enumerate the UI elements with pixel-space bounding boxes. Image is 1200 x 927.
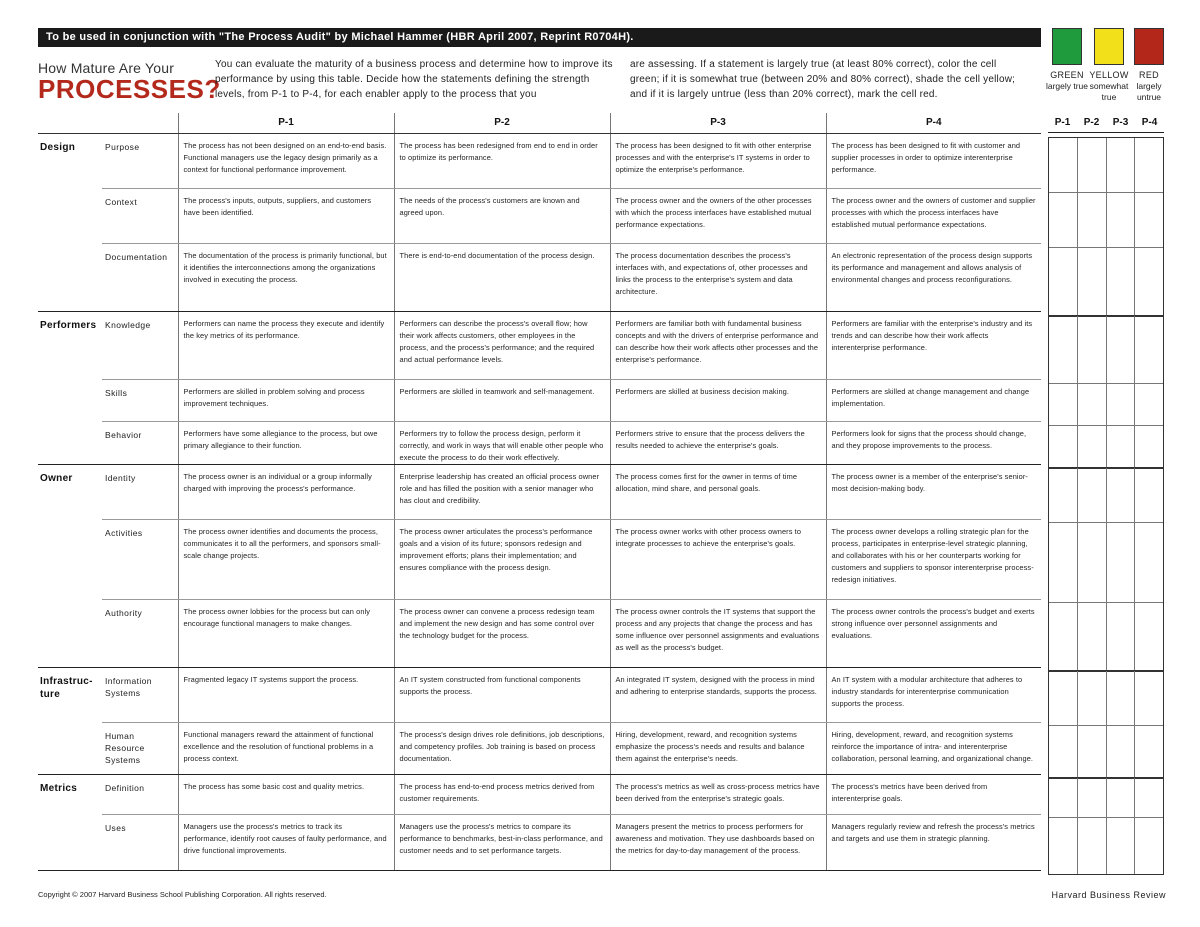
maturity-cell-p2[interactable]: Performers are skilled in teamwork and self-management.: [394, 380, 610, 422]
rating-cell-p1[interactable]: [1049, 248, 1077, 316]
maturity-cell-p2[interactable]: Performers try to follow the process design, perform it correctly, and work in ways that will enable other people who execute the process to do their work effectively.: [394, 422, 610, 465]
maturity-cell-p2[interactable]: Managers use the process's metrics to compare its performance to benchmarks, best-in-class performance, and customer needs and to set performance targets.: [394, 815, 610, 871]
table-row: [38, 668, 1041, 723]
rating-cell-p3[interactable]: [1106, 384, 1135, 425]
color-legend: [1045, 28, 1168, 118]
rating-row: [1049, 818, 1163, 874]
enabler-label: Information Systems: [102, 668, 178, 723]
rating-row: [1049, 316, 1163, 384]
category-label: [38, 723, 102, 775]
rating-cell-p2[interactable]: [1077, 138, 1106, 192]
rating-cell-p2[interactable]: [1077, 671, 1106, 725]
header-banner: To be used in conjunction with "The Process Audit" by Michael Hammer (HBR April 2007, Reprint R0704H).: [38, 28, 1041, 47]
maturity-cell-p4[interactable]: The process owner develops a rolling strategic plan for the process, participates in enterprise-level strategic planning, and collaborates with his or her counterparts working for customers and suppliers to sponsor interenterprise process-redesign initiatives.: [826, 520, 1041, 600]
rating-cell-p4[interactable]: [1134, 603, 1163, 671]
green-swatch: [1052, 28, 1082, 65]
rating-header-p3: P-3: [1106, 113, 1135, 133]
rating-cell-p2[interactable]: [1077, 603, 1106, 671]
table-row: [38, 380, 1041, 422]
category-label: Design: [38, 134, 102, 189]
maturity-cell-p4[interactable]: Performers look for signs that the process should change, and they propose improvements to the process.: [826, 422, 1041, 465]
copyright: Copyright © 2007 Harvard Business School Publishing Corporation. All rights reserved.: [38, 890, 327, 899]
rating-cell-p2[interactable]: [1077, 193, 1106, 247]
maturity-cell-p2[interactable]: The process's design drives role definitions, job descriptions, and competency profiles. Job training is based on process documentation.: [394, 723, 610, 775]
category-label: [38, 600, 102, 668]
publisher: Harvard Business Review: [1051, 890, 1166, 900]
table-row: [38, 134, 1041, 189]
rating-row: [1049, 726, 1163, 778]
maturity-cell-p3[interactable]: Performers strive to ensure that the process delivers the results needed to achieve the enterprise's goals.: [610, 422, 826, 465]
enabler-label: Skills: [102, 380, 178, 422]
rating-cell-p4[interactable]: [1134, 468, 1163, 522]
maturity-cell-p4[interactable]: The process owner is a member of the enterprise's senior-most decision-making body.: [826, 465, 1041, 520]
rating-cell-p4[interactable]: [1134, 316, 1163, 383]
rating-cell-p3[interactable]: [1106, 138, 1135, 192]
maturity-cell-p2[interactable]: The process owner can convene a process redesign team and implement the new design and has some control over the technology budget for the process.: [394, 600, 610, 668]
enabler-label: Knowledge: [102, 312, 178, 380]
rating-cell-p3[interactable]: [1106, 468, 1135, 522]
maturity-cell-p4[interactable]: The process owner and the owners of customer and supplier processes with which the process interfaces have established mutual performance expectations.: [826, 189, 1041, 244]
maturity-cell-p3[interactable]: An integrated IT system, designed with the process in mind and adhering to enterprise standards, supports the process.: [610, 668, 826, 723]
category-label: [38, 244, 102, 312]
table-row: [38, 775, 1041, 815]
maturity-cell-p3[interactable]: The process comes first for the owner in terms of time allocation, mind share, and personal goals.: [610, 465, 826, 520]
category-label: [38, 815, 102, 871]
rating-cell-p3[interactable]: [1106, 671, 1135, 725]
maturity-cell-p1[interactable]: The process owner is an individual or a group informally charged with improving the process's performance.: [178, 465, 394, 520]
legend-green-label: GREEN largely true: [1045, 70, 1089, 91]
rating-cell-p4[interactable]: [1134, 193, 1163, 247]
enabler-label: Behavior: [102, 422, 178, 465]
maturity-cell-p2[interactable]: Performers can describe the process's overall flow; how their work affects customers, other employees in the process, and the process's performance; and the required and actual performance levels.: [394, 312, 610, 380]
rating-cell-p4[interactable]: [1134, 726, 1163, 778]
maturity-cell-p2[interactable]: The needs of the process's customers are known and agreed upon.: [394, 189, 610, 244]
maturity-cell-p2[interactable]: The process has been redesigned from end to end in order to optimize its performance.: [394, 134, 610, 189]
rating-cell-p3[interactable]: [1106, 778, 1135, 817]
rating-header-p1: P-1: [1048, 113, 1077, 133]
maturity-cell-p3[interactable]: The process owner works with other process owners to integrate processes to achieve the enterprise's goals.: [610, 520, 826, 600]
rating-cell-p1[interactable]: [1049, 523, 1077, 602]
rating-cell-p1[interactable]: [1049, 316, 1077, 383]
rating-cell-p4[interactable]: [1134, 138, 1163, 192]
category-label: [38, 189, 102, 244]
rating-header-p2: P-2: [1077, 113, 1106, 133]
rating-cell-p2[interactable]: [1077, 468, 1106, 522]
enabler-label: Human Resource Systems: [102, 723, 178, 775]
rating-cell-p4[interactable]: [1134, 818, 1163, 874]
rating-block-performers: [1048, 315, 1164, 469]
rating-cell-p2[interactable]: [1077, 426, 1106, 468]
title-line1: How Mature Are Your: [38, 60, 175, 76]
rating-row: [1049, 138, 1163, 193]
enabler-label: Definition: [102, 775, 178, 815]
rating-cell-p1[interactable]: [1049, 818, 1077, 874]
red-swatch: [1134, 28, 1164, 65]
legend-yellow-label: YELLOW somewhat true: [1089, 70, 1129, 102]
rating-cell-p3[interactable]: [1106, 248, 1135, 316]
rating-row: [1049, 778, 1163, 818]
category-label: Owner: [38, 465, 102, 520]
rating-cell-p1[interactable]: [1049, 726, 1077, 778]
maturity-cell-p3[interactable]: Performers are familiar both with fundamental business concepts and with the drivers of enterprise performance and can describe how their work affects other processes and the enterprise's performance.: [610, 312, 826, 380]
rating-cell-p4[interactable]: [1134, 426, 1163, 468]
category-label: [38, 422, 102, 465]
maturity-cell-p3[interactable]: The process documentation describes the process's interfaces with, and expectations of, other processes and links the process to the enterprise's system and data architecture.: [610, 244, 826, 312]
maturity-cell-p3[interactable]: The process owner and the owners of the other processes with which the process interfaces have established mutual performance expectations.: [610, 189, 826, 244]
category-label: [38, 520, 102, 600]
enabler-label: Uses: [102, 815, 178, 871]
maturity-cell-p4[interactable]: The process's metrics have been derived from interenterprise goals.: [826, 775, 1041, 815]
maturity-cell-p1[interactable]: The process's inputs, outputs, suppliers, and customers have been identified.: [178, 189, 394, 244]
maturity-cell-p1[interactable]: Performers can name the process they execute and identify the key metrics of its performance.: [178, 312, 394, 380]
maturity-cell-p3[interactable]: Hiring, development, reward, and recognition systems emphasize the process's needs and results and balance them against the enterprise's needs.: [610, 723, 826, 775]
rating-header: [1048, 113, 1164, 133]
maturity-cell-p1[interactable]: Performers are skilled in problem solving and process improvement techniques.: [178, 380, 394, 422]
table-row: [38, 422, 1041, 465]
category-label: Metrics: [38, 775, 102, 815]
rating-cell-p3[interactable]: [1106, 426, 1135, 468]
maturity-cell-p4[interactable]: An IT system with a modular architecture that adheres to industry standards for interenterprise communication supports the process.: [826, 668, 1041, 723]
rating-row: [1049, 426, 1163, 468]
table-row: [38, 815, 1041, 871]
rating-cell-p3[interactable]: [1106, 193, 1135, 247]
maturity-cell-p2[interactable]: The process has end-to-end process metrics derived from customer requirements.: [394, 775, 610, 815]
rating-row: [1049, 671, 1163, 726]
column-header-p4: P-4: [826, 113, 1041, 134]
column-header-p1: P-1: [178, 113, 394, 134]
rating-cell-p2[interactable]: [1077, 523, 1106, 602]
rating-cell-p2[interactable]: [1077, 818, 1106, 874]
rating-cell-p1[interactable]: [1049, 384, 1077, 425]
rating-cell-p2[interactable]: [1077, 778, 1106, 817]
table-row: [38, 465, 1041, 520]
maturity-cell-p4[interactable]: The process has been designed to fit with customer and supplier processes in order to optimize interenterprise performance.: [826, 134, 1041, 189]
rating-cell-p3[interactable]: [1106, 316, 1135, 383]
rating-row: [1049, 384, 1163, 426]
rating-cell-p1[interactable]: [1049, 193, 1077, 247]
category-label: [38, 380, 102, 422]
maturity-cell-p2[interactable]: An IT system constructed from functional components supports the process.: [394, 668, 610, 723]
rating-row: [1049, 193, 1163, 248]
rating-cell-p4[interactable]: [1134, 384, 1163, 425]
maturity-cell-p3[interactable]: The process owner controls the IT systems that support the process and any projects that change the process and has some influence over personnel assignments and evaluations as well as the process's budget.: [610, 600, 826, 668]
maturity-cell-p2[interactable]: Enterprise leadership has created an official process owner role and has filled the position with a senior manager who has clout and credibility.: [394, 465, 610, 520]
rating-cell-p1[interactable]: [1049, 603, 1077, 671]
maturity-cell-p1[interactable]: The process has some basic cost and quality metrics.: [178, 775, 394, 815]
page-title: PROCESSES?: [38, 74, 221, 104]
maturity-cell-p3[interactable]: Managers present the metrics to process performers for awareness and motivation. They use dashboards based on the metrics for day-to-day management of the process.: [610, 815, 826, 871]
rating-row: [1049, 523, 1163, 603]
rating-row: [1049, 603, 1163, 671]
maturity-table: [38, 113, 1041, 871]
rating-cell-p3[interactable]: [1106, 818, 1135, 874]
table-row: [38, 189, 1041, 244]
intro-text-col2: are assessing. If a statement is largely true (at least 80% correct), color the cell green; if it is somewhat true (between 20% and 80% correct), shade the cell yellow; and if it is largely untrue (less than 20% correct), mark the cell red.: [630, 59, 1016, 100]
maturity-cell-p3[interactable]: The process's metrics as well as cross-process metrics have been derived from the enterprise's strategic goals.: [610, 775, 826, 815]
maturity-cell-p4[interactable]: An electronic representation of the process design supports its performance and management and allows analysis of environmental changes and process reconfigurations.: [826, 244, 1041, 312]
enabler-label: Context: [102, 189, 178, 244]
rating-cell-p4[interactable]: [1134, 778, 1163, 817]
table-row: [38, 244, 1041, 312]
table-row: [38, 600, 1041, 668]
rating-cell-p2[interactable]: [1077, 248, 1106, 316]
rating-block-infrastructure: [1048, 670, 1164, 779]
rating-cell-p1[interactable]: [1049, 138, 1077, 192]
maturity-cell-p3[interactable]: The process has been designed to fit with other enterprise processes and with the enterprise's IT systems in order to optimize the enterprise's performance.: [610, 134, 826, 189]
rating-header-p4: P-4: [1135, 113, 1164, 133]
rating-block-owner: [1048, 467, 1164, 672]
maturity-cell-p1[interactable]: Managers use the process's metrics to track its performance, identify root causes of faulty performance, and drive functional improvements.: [178, 815, 394, 871]
rating-cell-p1[interactable]: [1049, 671, 1077, 725]
maturity-cell-p4[interactable]: Performers are familiar with the enterprise's industry and its trends and can describe how their work affects interenterprise performance.: [826, 312, 1041, 380]
yellow-swatch: [1094, 28, 1124, 65]
rating-cell-p3[interactable]: [1106, 523, 1135, 602]
maturity-cell-p1[interactable]: Fragmented legacy IT systems support the process.: [178, 668, 394, 723]
rating-cell-p2[interactable]: [1077, 384, 1106, 425]
table-row: [38, 723, 1041, 775]
legend-red-label: RED largely untrue: [1136, 70, 1162, 102]
maturity-cell-p1[interactable]: The documentation of the process is primarily functional, but it identifies the interconnections among the organizations involved in executing the process.: [178, 244, 394, 312]
intro-text-col1: You can evaluate the maturity of a business process and determine how to improve its performance by using this table. Decide how the statements defining the strength levels, from P-1 to P-4, for each enabler apply to the process that you: [215, 59, 613, 100]
maturity-cell-p4[interactable]: Hiring, development, reward, and recognition systems reinforce the importance of intra- and interenterprise collaboration, personal learning, and organizational change.: [826, 723, 1041, 775]
rating-cell-p2[interactable]: [1077, 726, 1106, 778]
rating-cell-p3[interactable]: [1106, 603, 1135, 671]
rating-cell-p2[interactable]: [1077, 316, 1106, 383]
maturity-cell-p4[interactable]: Managers regularly review and refresh the process's metrics and targets and use them in strategic planning.: [826, 815, 1041, 871]
maturity-cell-p1[interactable]: The process owner identifies and documents the process, communicates it to all the performers, and sponsors small-scale change projects.: [178, 520, 394, 600]
rating-cell-p3[interactable]: [1106, 726, 1135, 778]
enabler-label: Activities: [102, 520, 178, 600]
rating-cell-p1[interactable]: [1049, 468, 1077, 522]
enabler-label: Documentation: [102, 244, 178, 312]
rating-cell-p1[interactable]: [1049, 778, 1077, 817]
rating-cell-p4[interactable]: [1134, 248, 1163, 316]
column-header-p3: P-3: [610, 113, 826, 134]
enabler-label: Identity: [102, 465, 178, 520]
maturity-cell-p4[interactable]: Performers are skilled at change management and change implementation.: [826, 380, 1041, 422]
enabler-label: Purpose: [102, 134, 178, 189]
maturity-cell-p1[interactable]: The process owner lobbies for the process but can only encourage functional managers to make changes.: [178, 600, 394, 668]
rating-row: [1049, 468, 1163, 523]
column-header-p2: P-2: [394, 113, 610, 134]
maturity-cell-p2[interactable]: There is end-to-end documentation of the process design.: [394, 244, 610, 312]
maturity-cell-p1[interactable]: The process has not been designed on an end-to-end basis. Functional managers use the legacy design primarily as a context for functional performance improvement.: [178, 134, 394, 189]
maturity-cell-p2[interactable]: The process owner articulates the process's performance goals and a vision of its future; sponsors redesign and improvement efforts; plans their implementation; and ensures compliance with the process design.: [394, 520, 610, 600]
rating-block-design: [1048, 137, 1164, 317]
maturity-cell-p1[interactable]: Functional managers reward the attainment of functional excellence and the resolution of functional problems in a process context.: [178, 723, 394, 775]
maturity-cell-p1[interactable]: Performers have some allegiance to the process, but owe primary allegiance to their function.: [178, 422, 394, 465]
category-label: Performers: [38, 312, 102, 380]
table-row: [38, 520, 1041, 600]
table-row: [38, 312, 1041, 380]
enabler-label: Authority: [102, 600, 178, 668]
maturity-cell-p3[interactable]: Performers are skilled at business decision making.: [610, 380, 826, 422]
maturity-cell-p4[interactable]: The process owner controls the process's budget and exerts strong influence over personnel assignments and evaluations.: [826, 600, 1041, 668]
rating-row: [1049, 248, 1163, 316]
rating-cell-p4[interactable]: [1134, 523, 1163, 602]
rating-cell-p1[interactable]: [1049, 426, 1077, 468]
rating-block-metrics: [1048, 777, 1164, 875]
category-label: Infrastruc- ture: [38, 668, 102, 723]
rating-cell-p4[interactable]: [1134, 671, 1163, 725]
